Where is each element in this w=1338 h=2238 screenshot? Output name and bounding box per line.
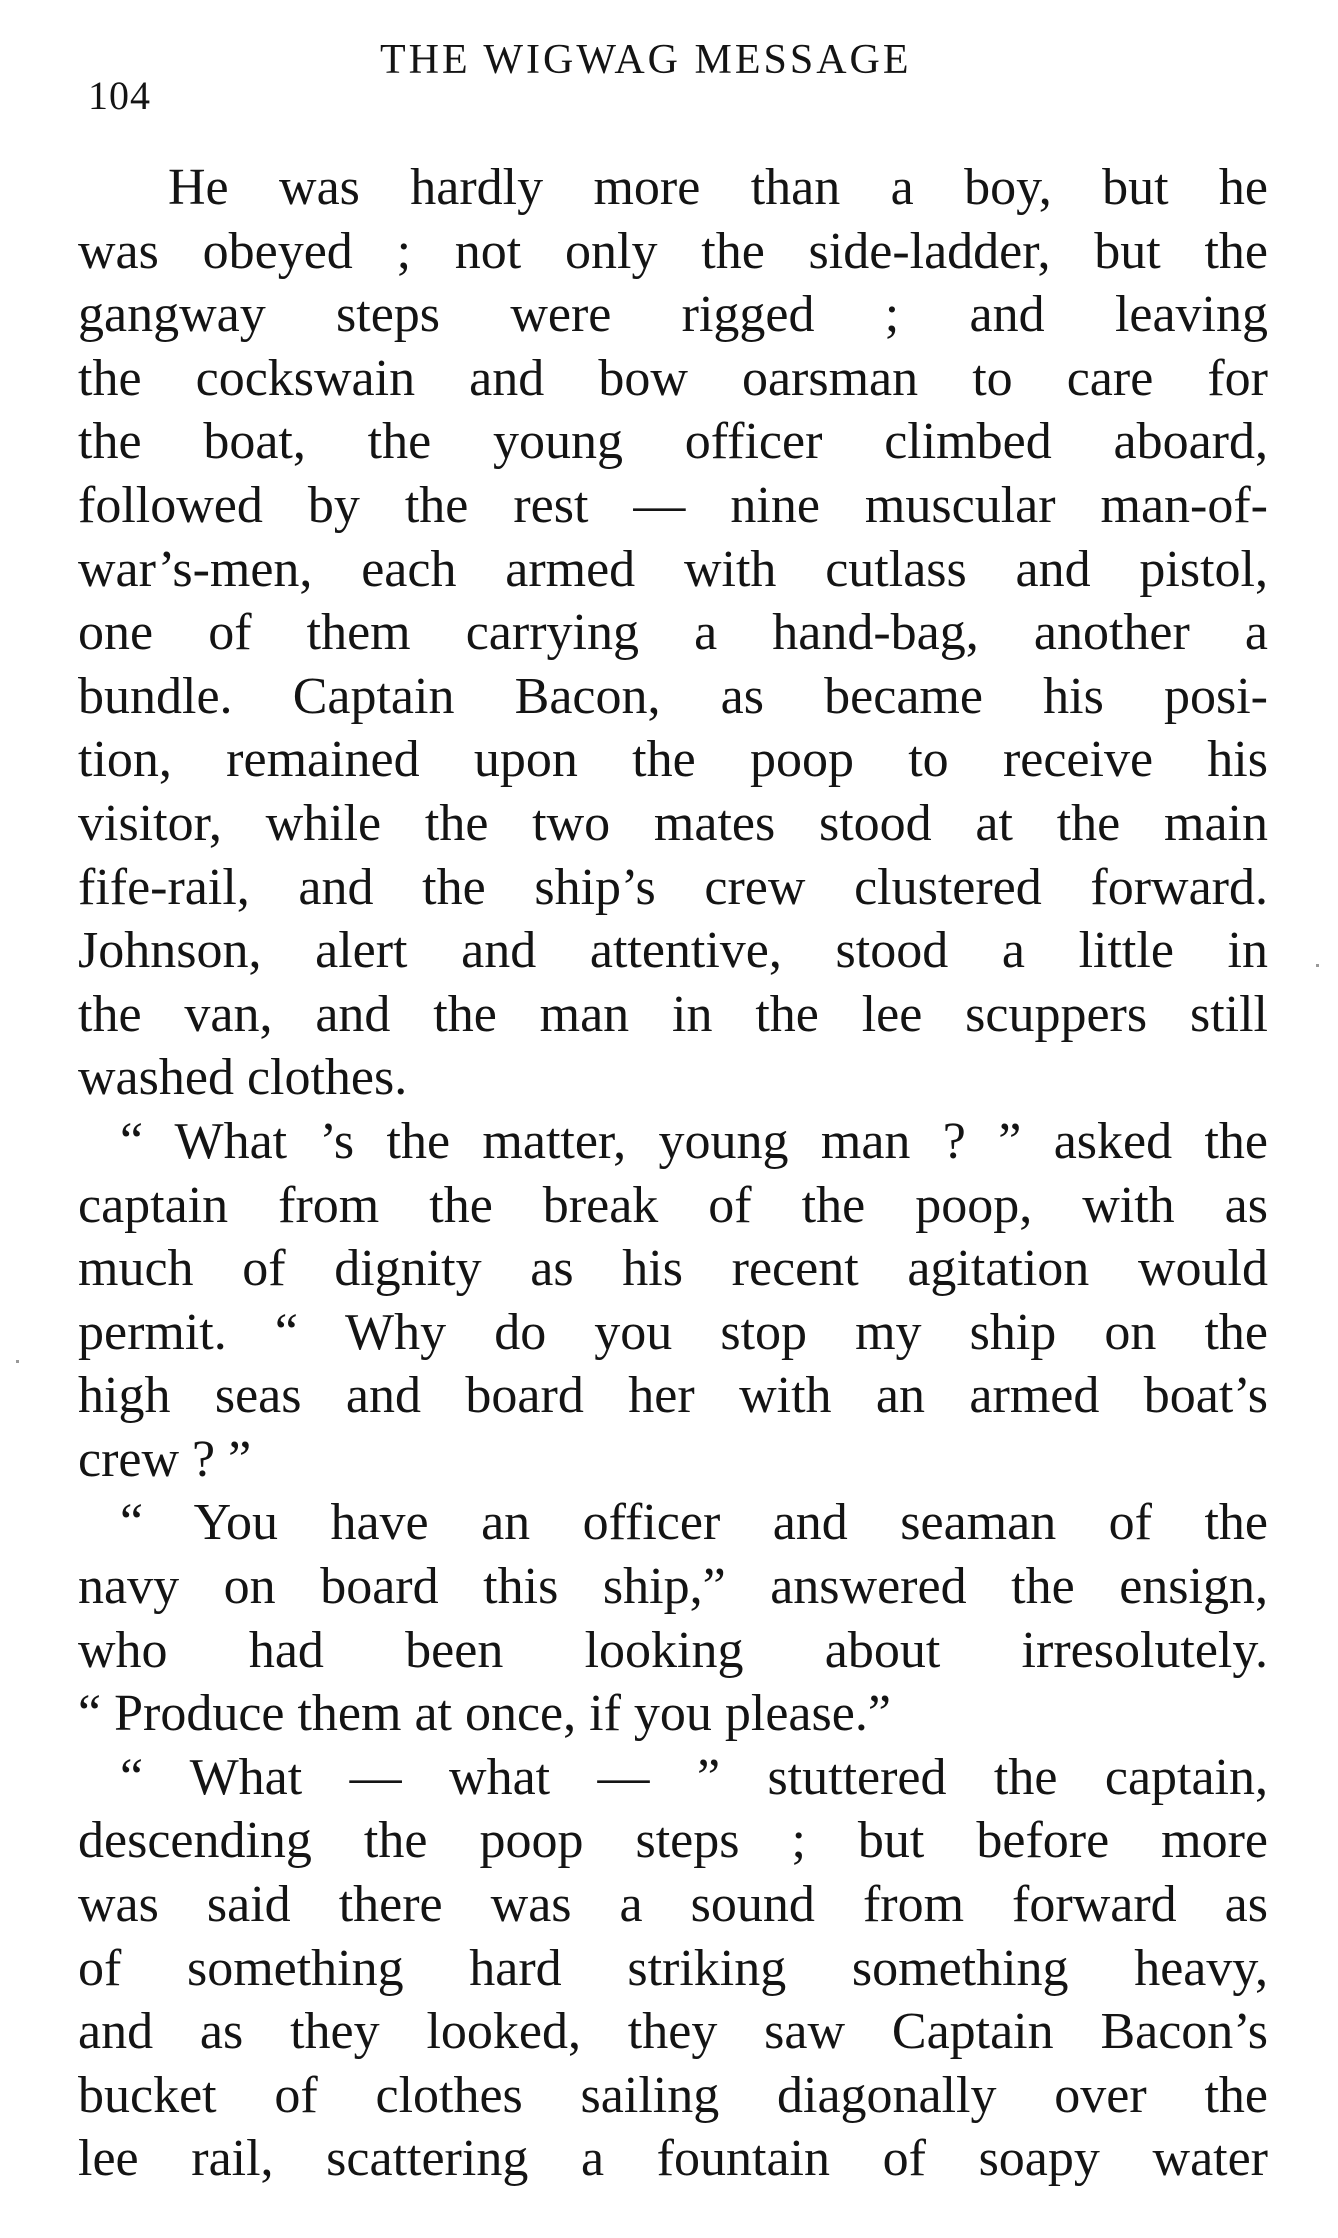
text-line: “ What — what — ” stuttered the captain, [120, 1748, 1268, 1806]
text-line: washed clothes. [78, 1049, 408, 1107]
text-line: bucket of clothes sailing diagonally over the [78, 2066, 1268, 2124]
page-header [70, 30, 1270, 118]
text-line: was said there was a sound from forward as [78, 1876, 1268, 1934]
text-line: crew ? ” [78, 1430, 252, 1488]
text-line: He was hardly more than a boy, but he [168, 159, 1268, 216]
running-head: THE WIGWAG MESSAGE [380, 37, 912, 83]
text-line: navy on board this ship,” answered the ensign, [78, 1558, 1268, 1616]
text-line: war’s-men, each armed with cutlass and pistol, [78, 540, 1268, 598]
text-line: Johnson, alert and attentive, stood a little in [78, 922, 1268, 980]
scan-speck [1316, 964, 1319, 967]
text-line: the boat, the young officer climbed aboard, [78, 413, 1268, 471]
text-line: the van, and the man in the lee scuppers still [78, 985, 1268, 1043]
text-line: “ Produce them at once, if you please.” [78, 1685, 891, 1743]
text-line: lee rail, scattering a fountain of soapy water [78, 2130, 1268, 2188]
body-text [78, 156, 1268, 2191]
text-line: permit. “ Why do you stop my ship on the [78, 1303, 1268, 1361]
scan-speck [16, 1360, 19, 1363]
text-line: fife-rail, and the ship’s crew clustered forward. [78, 858, 1268, 916]
text-line: “ You have an officer and seaman of the [120, 1494, 1268, 1552]
text-line: visitor, while the two mates stood at the main [78, 794, 1268, 852]
text-line: descending the poop steps ; but before more [78, 1812, 1268, 1870]
text-line: was obeyed ; not only the side-ladder, but the [78, 222, 1268, 280]
text-line: and as they looked, they saw Captain Bacon’s [78, 2003, 1268, 2061]
text-line: bundle. Captain Bacon, as became his posi- [78, 667, 1268, 725]
text-line: tion, remained upon the poop to receive his [78, 731, 1268, 789]
text-line: much of dignity as his recent agitation would [78, 1240, 1268, 1298]
text-line: captain from the break of the poop, with as [78, 1176, 1268, 1234]
text-line: followed by the rest — nine muscular man-of- [78, 476, 1268, 534]
text-line: of something hard striking something heavy, [78, 1939, 1268, 1997]
text-line: one of them carrying a hand-bag, another a [78, 604, 1268, 662]
text-line: the cockswain and bow oarsman to care for [78, 349, 1268, 407]
text-line: “ What ’s the matter, young man ? ” asked the [120, 1112, 1268, 1170]
text-line: gangway steps were rigged ; and leaving [78, 286, 1268, 344]
text-line: who had been looking about irresolutely. [78, 1621, 1268, 1679]
page-number: 104 [88, 73, 151, 118]
text-line: high seas and board her with an armed boat’s [78, 1367, 1268, 1425]
